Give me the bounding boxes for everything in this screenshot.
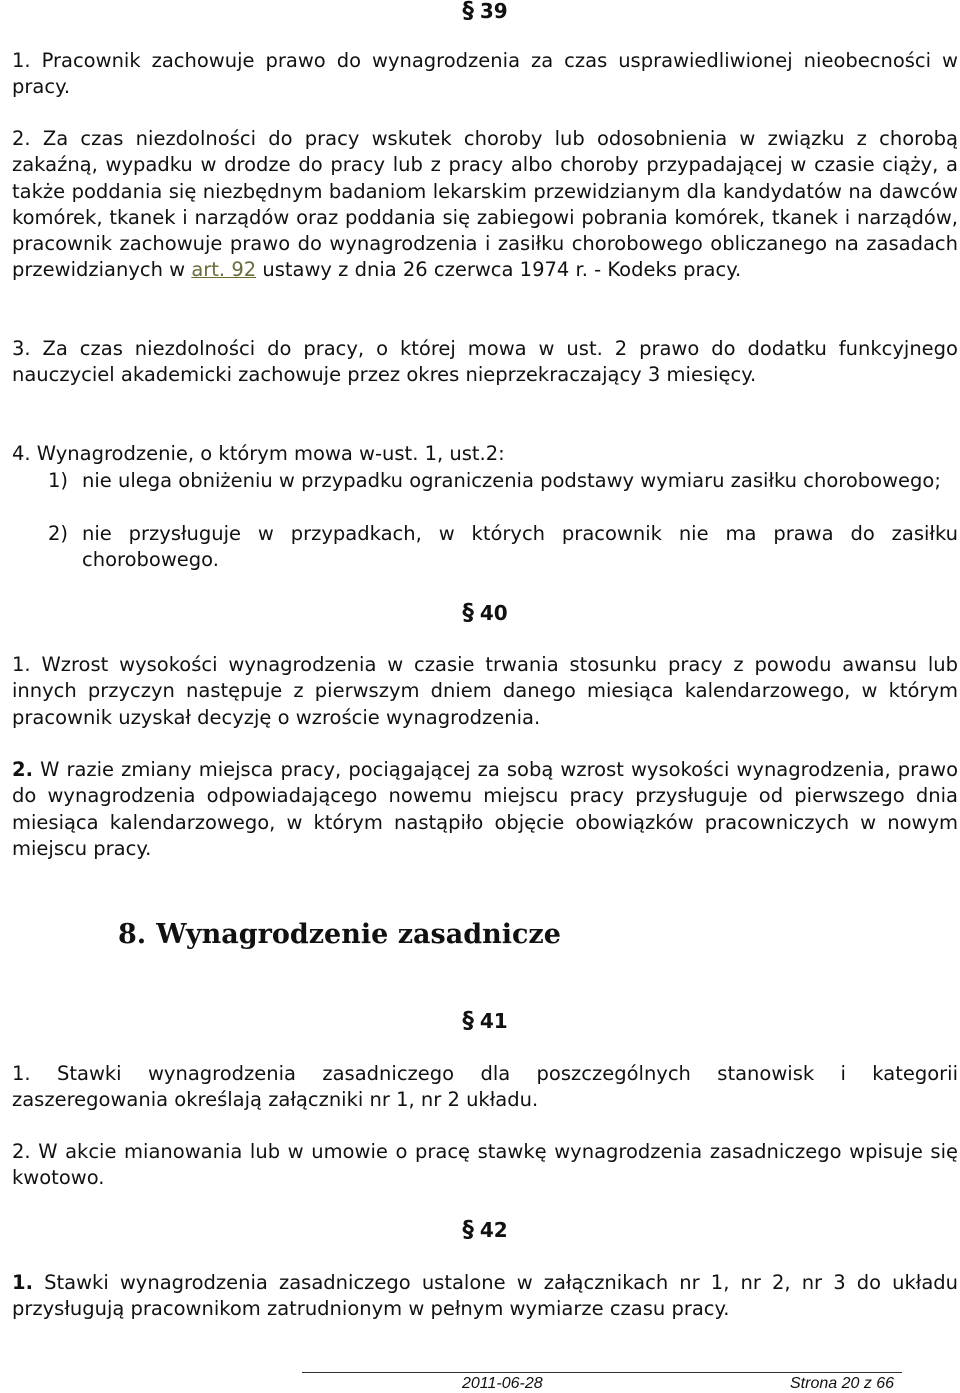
paragraph-40-2 — [12, 757, 958, 862]
section-sign: § — [462, 1008, 474, 1034]
paragraph-40-1: 1. Wzrost wysokości wynagrodzenia w czasie trwania stosunku pracy z powodu awansu lub innych przyczyn następuje z pierwszym dniem danego miesiąca kalendarzowego, w którym pracownik uzyskał decyzję o wzroście wynagrodzenia. — [12, 653, 958, 729]
article-link[interactable]: art. 92 — [191, 258, 257, 282]
footer-date: 2011-06-28 — [462, 1375, 543, 1392]
paragraph-42-1-number: 1. — [12, 1271, 33, 1294]
section-heading-39 — [12, 0, 958, 24]
footer-divider — [302, 1372, 902, 1373]
section-number: 39 — [479, 0, 508, 23]
paragraph-42-1-text: Stawki wynagrodzenia zasadniczego ustalone w załącznikach nr 1, nr 2, nr 3 do układu przysługują pracownikom zatrudnionym w pełnym wymiarze czasu pracy. — [12, 1271, 959, 1321]
paragraph-39-2-text: 2. Za czas niezdolności do pracy wskutek choroby lub odosobnienia w związku z chorobą zakaźną, wypadku w drodze do pracy lub z pracy albo choroby przypadającej w czasie ciąży, a także poddania się niezbędnym badaniom lekarskim przewidzianym dla kandydatów na dawców komórek, tkanek i narządów oraz poddania się zabiegowi pobrania komórek, tkanek i narządów, pracownik zachowuje prawo do wynagrodzenia i zasiłku chorobowego obliczanego na zasadach przewidzianych w — [12, 127, 958, 282]
section-number: 42 — [479, 1218, 508, 1242]
paragraph-39-4: 4. Wynagrodzenie, o którym mowa w-ust. 1, ust.2: — [12, 442, 505, 465]
section-heading-41 — [12, 1008, 958, 1034]
section-sign: § — [462, 600, 474, 626]
list-item-text: nie przysługuje w przypadkach, w których pracownik nie ma prawa do zasiłku chorobowego. — [82, 522, 958, 572]
section-number: 40 — [479, 601, 508, 625]
list-item-number: 1) — [48, 469, 69, 492]
paragraph-41-2: 2. W akcie mianowania lub w umowie o pracę stawkę wynagrodzenia zasadniczego wpisuje się kwotowo. — [12, 1140, 958, 1190]
chapter-heading — [118, 918, 561, 952]
footer-page-number: Strona 20 z 66 — [790, 1375, 895, 1392]
paragraph-41-1: 1. Stawki wynagrodzenia zasadniczego dla poszczególnych stanowisk i kategorii zaszeregowania określają załączniki nr 1, nr 2 układu. — [12, 1062, 958, 1112]
paragraph-42-1 — [12, 1270, 958, 1323]
paragraph-39-2-text-end: ustawy z dnia 26 czerwca 1974 r. - Kodeks pracy. — [262, 258, 742, 282]
paragraph-39-2 — [12, 126, 958, 284]
paragraph-39-3: 3. Za czas niezdolności do pracy, o której mowa w ust. 2 prawo do dodatku funkcyjnego nauczyciel akademicki zachowuje przez okres nieprzekraczający 3 miesięcy. — [12, 337, 958, 387]
chapter-title: Wynagrodzenie zasadnicze — [156, 919, 561, 950]
section-number: 41 — [479, 1009, 508, 1033]
paragraph-39-1: 1. Pracownik zachowuje prawo do wynagrodzenia za czas usprawiedliwionej nieobecności w pracy. — [12, 49, 958, 99]
paragraph-40-2-text: W razie zmiany miejsca pracy, pociągającej za sobą wzrost wysokości wynagrodzenia, prawo do wynagrodzenia odpowiadającego nowemu miejscu pracy przysługuje od pierwszego dnia miesiąca kalendarzowego, w którym nastąpiło objęcie obowiązków pracowniczych w nowym miejscu pracy. — [12, 758, 958, 860]
list-item-number: 2) — [48, 522, 69, 545]
section-heading-40 — [12, 600, 958, 626]
section-sign: § — [462, 1217, 474, 1243]
list-item-text: nie ulega obniżeniu w przypadku ograniczenia podstawy wymiaru zasiłku chorobowego; — [82, 469, 941, 492]
section-sign: § — [462, 0, 474, 24]
section-heading-42 — [12, 1217, 958, 1243]
chapter-number: 8. — [118, 919, 147, 950]
paragraph-40-2-number: 2. — [12, 758, 33, 781]
